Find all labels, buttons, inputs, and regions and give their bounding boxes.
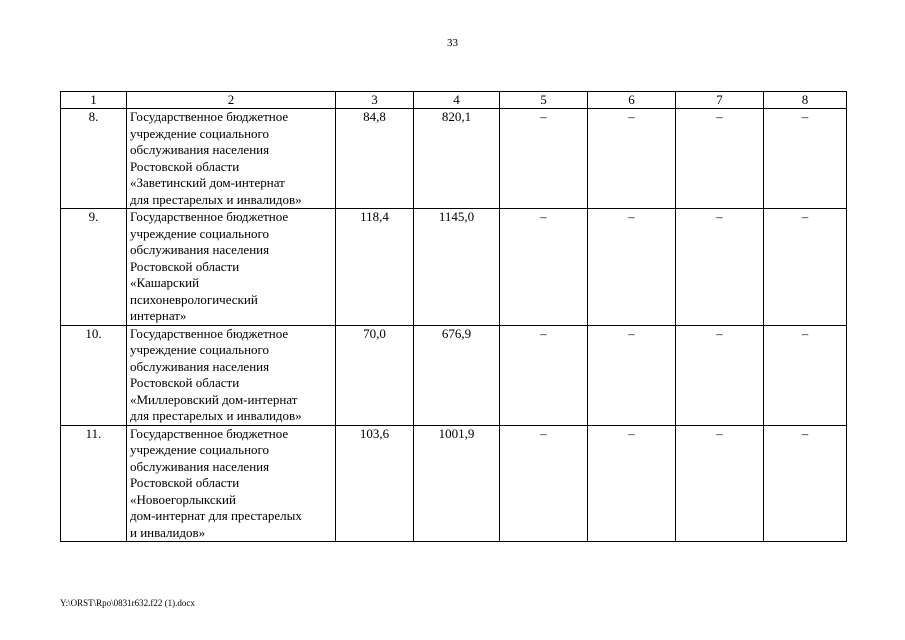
data-table bbox=[60, 91, 847, 542]
dash-cell-col8: – bbox=[764, 425, 847, 542]
institution-name-line: обслуживания населения bbox=[130, 142, 270, 157]
institution-name-cell bbox=[127, 425, 336, 542]
table-header-row bbox=[61, 92, 847, 109]
dash-cell-col8: – bbox=[764, 325, 847, 425]
table-row bbox=[61, 209, 847, 326]
column-header: 1 bbox=[61, 92, 127, 109]
table-row bbox=[61, 325, 847, 425]
institution-name-line: Государственное бюджетное bbox=[130, 425, 289, 441]
column-header: 8 bbox=[764, 92, 847, 109]
footer-file-path: Y:\ORST\Rpo\0831r632.f22 (1).docx bbox=[60, 598, 195, 608]
value-cell-col3: 118,4 bbox=[336, 209, 414, 326]
value-cell-col4: 820,1 bbox=[414, 109, 500, 209]
column-header: 2 bbox=[127, 92, 336, 109]
institution-name-line: Государственное бюджетное bbox=[130, 109, 289, 124]
dash-cell-col8: – bbox=[764, 109, 847, 209]
value-cell-col4: 1001,9 bbox=[414, 425, 500, 542]
dash-cell-col7: – bbox=[676, 109, 764, 209]
institution-name-cell bbox=[127, 209, 336, 326]
dash-cell-col7: – bbox=[676, 209, 764, 326]
value-cell-col4: 1145,0 bbox=[414, 209, 500, 326]
institution-name-line: «Новоегорлыкский bbox=[130, 491, 236, 507]
dash-cell-col7: – bbox=[676, 425, 764, 542]
dash-cell-col6: – bbox=[588, 109, 676, 209]
institution-name-line: учреждение социального bbox=[130, 342, 270, 357]
institution-name-line: Ростовской области bbox=[130, 258, 240, 274]
institution-name-line: Ростовской области bbox=[130, 158, 240, 174]
column-header: 4 bbox=[414, 92, 500, 109]
dash-cell-col5: – bbox=[500, 109, 588, 209]
institution-name-line: обслуживания населения bbox=[130, 458, 270, 474]
institution-name-line: обслуживания населения bbox=[130, 242, 270, 257]
dash-cell-col6: – bbox=[588, 325, 676, 425]
institution-name-line: Государственное бюджетное bbox=[130, 209, 289, 224]
institution-name-cell bbox=[127, 109, 336, 209]
dash-cell-col5: – bbox=[500, 325, 588, 425]
row-number-cell: 9. bbox=[61, 209, 127, 326]
dash-cell-col6: – bbox=[588, 425, 676, 542]
dash-cell-col8: – bbox=[764, 209, 847, 326]
table-row bbox=[61, 109, 847, 209]
row-number-cell: 11. bbox=[61, 425, 127, 542]
dash-cell-col5: – bbox=[500, 425, 588, 542]
institution-name-line: учреждение социального bbox=[130, 125, 270, 141]
value-cell-col3: 70,0 bbox=[336, 325, 414, 425]
row-number-cell: 8. bbox=[61, 109, 127, 209]
institution-name-line: дом-интернат для престарелых bbox=[130, 508, 302, 523]
institution-name-line: «Заветинский дом-интернат bbox=[130, 175, 285, 190]
institution-name-line: Государственное бюджетное bbox=[130, 325, 289, 341]
value-cell-col3: 103,6 bbox=[336, 425, 414, 542]
column-header: 5 bbox=[500, 92, 588, 109]
institution-name-line: интернат» bbox=[130, 308, 187, 323]
institution-name-line: Ростовской области bbox=[130, 375, 240, 390]
table-row bbox=[61, 425, 847, 542]
dash-cell-col5: – bbox=[500, 209, 588, 326]
institution-name-line: для престарелых и инвалидов» bbox=[130, 191, 302, 207]
column-header: 6 bbox=[588, 92, 676, 109]
row-number-cell: 10. bbox=[61, 325, 127, 425]
column-header: 3 bbox=[336, 92, 414, 109]
institution-name-line: и инвалидов» bbox=[130, 524, 206, 540]
value-cell-col3: 84,8 bbox=[336, 109, 414, 209]
dash-cell-col6: – bbox=[588, 209, 676, 326]
institution-name-line: «Кашарский bbox=[130, 275, 200, 290]
institution-name-line: Ростовской области bbox=[130, 475, 240, 490]
value-cell-col4: 676,9 bbox=[414, 325, 500, 425]
institution-name-line: учреждение социального bbox=[130, 225, 270, 241]
institution-name-line: психоневрологический bbox=[130, 291, 258, 307]
institution-name-line: для престарелых и инвалидов» bbox=[130, 408, 302, 423]
institution-name-line: учреждение социального bbox=[130, 442, 270, 457]
institution-name-cell bbox=[127, 325, 336, 425]
column-header: 7 bbox=[676, 92, 764, 109]
institution-name-line: обслуживания населения bbox=[130, 358, 270, 374]
dash-cell-col7: – bbox=[676, 325, 764, 425]
page-number: 33 bbox=[447, 37, 458, 49]
institution-name-line: «Миллеровский дом-интернат bbox=[130, 391, 298, 407]
